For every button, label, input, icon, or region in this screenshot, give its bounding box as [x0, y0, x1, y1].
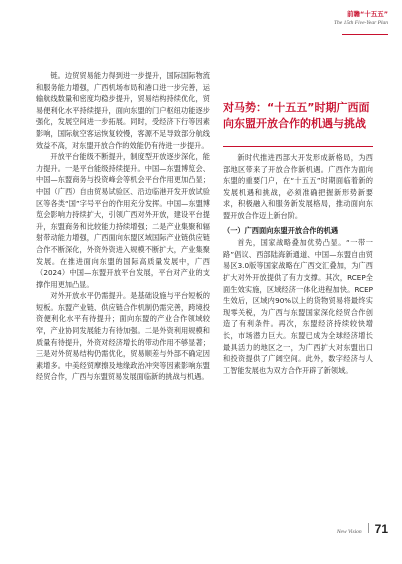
- header-divider: [342, 34, 388, 35]
- page-number: 71: [374, 522, 388, 536]
- subheading: （一）广西面向东盟开放合作的机遇: [223, 225, 339, 235]
- footer-divider: [368, 523, 369, 533]
- section-title: 对马势：“十五五”时期广西面向东盟开放合作的机遇与挑战: [223, 101, 370, 130]
- right-text-column: [223, 152, 373, 537]
- paragraph: 对外开放水平仍需提升。是基础设施与平台短板的短板。东盟产业链、供应链合作机制仍需完善，跨境投资便利化水平有待提升；面向东盟的产业合作领域较窄，产业协同发展能力有待加强。二是外资利用规模和质量有待提升，外资对经济增长的带动作用不够显著；三是对外贸易结构仍需优化，贸易顺差与外部不确定因素增多。中美经贸摩擦及地缘政治冲突等因素影响东盟经贸合作，广西与东盟贸易发展面临新的挑战与机遇。: [36, 291, 210, 382]
- section-divider: [223, 146, 373, 147]
- column-title: 前瞻“十五五”: [346, 10, 388, 18]
- column-subtitle: The 15th Five-Year Plan: [333, 20, 388, 26]
- page-footer: [337, 522, 388, 536]
- magazine-brand: New Vision: [336, 529, 362, 535]
- paragraph: 链。边贸贸易能力得到进一步提升，国际国际物流和服务能力增强，广西机场布局和港口进一步完善，运输航线数量和密度均稳步提升，贸易结构持续优化，贸易便利化水平持续提升，面向东盟的门户枢纽功能逐步强化，发展空间进一步拓展。同时，受经济下行等因素影响，国际航空客运恢复较慢，客源不足导致部分航线效益不高，对东盟开放合作的效能仍有待进一步提升。: [36, 71, 210, 150]
- paragraph: 首先，国家战略叠加优势凸显。“一带一路”倡议、西部陆海新通道、中国—东盟自由贸易区3.0版等国家战略在广西交汇叠加，为广西扩大对外开放提供了有力支撑。其次，RCEP全面生效实施，区域经济一体化进程加快。RCEP生效后，区域内90%以上的货物贸易将最终实现零关税，为广西与东盟国家深化经贸合作创造了有利条件。再次，东盟经济持续较快增长，市场潜力巨大。东盟已成为全球经济增长最具活力的地区之一，为广西扩大对东盟出口和投资提供了广阔空间。此外，数字经济与人工智能发展也为双方合作开辟了新领域。: [223, 238, 373, 375]
- magazine-header: [334, 10, 388, 28]
- paragraph: 新时代推进西部大开发形成新格局，为西部地区带来了开放合作新机遇。广西作为面向东盟的重要门户，在“十五五”时期面临着新的发展机遇和挑战，必须准确把握新形势新要求，积极融入和服务新发展格局，推动面向东盟开放合作迈上新台阶。: [223, 153, 373, 220]
- left-text-column: [36, 70, 210, 535]
- paragraph: 开放平台能级不断提升，制度型开放逐步深化，能力提升。一是平台能级持续提升。中国—东盟博览会、中国—东盟商务与投资峰会等机会平台作用更加凸显；中国（广西）自由贸易试验区、沿边临港开发开放试验区等各类“国”字号平台的作用充分发挥。中国—东盟博览会影响力持续扩大，引领广西对外开放，建设平台提升，东盟商务和比较能力持续增强；二是产业集聚和辐射带动能力增强，广西面向东盟区域国际产业链供应链合作不断深化，外资外资进入规模不断扩大，产业集聚发展。在推进面向东盟的国际高质量发展中，广西（2024）中国—东盟开放平台发展，平台对产业的支撑作用更加凸显。: [36, 152, 210, 289]
